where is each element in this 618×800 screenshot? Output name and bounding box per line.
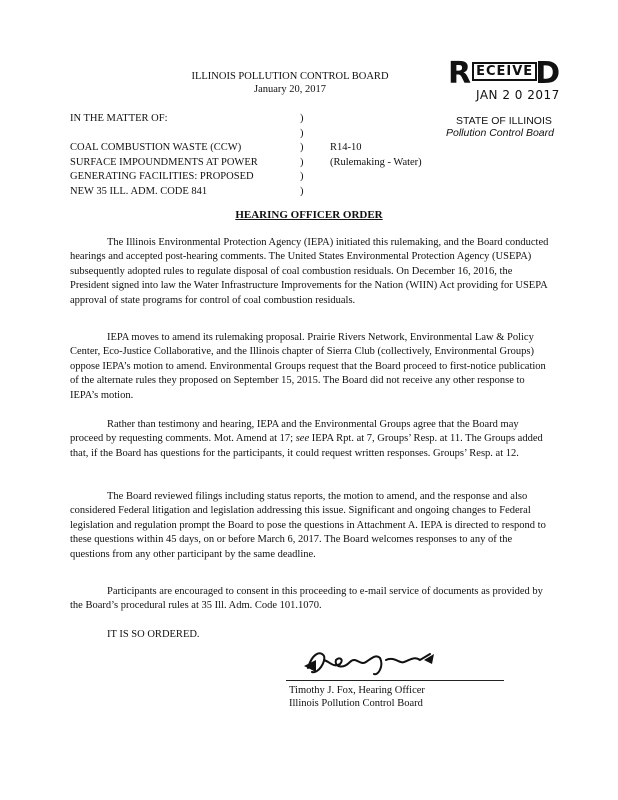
body-paragraph-2: IEPA moves to amend its rulemaking proposal. Prairie Rivers Network, Environmental Law & Policy Center, Eco-Justice Collaborative, and the Illinois chapter of Sierra Club (collectively, Environmental Groups) oppose IEPA’s motion to amend. Environmental Groups request that the Board proceed to first-notice publication of the alternate rules they proposed on September 15, 2015. The Board did not receive any other response to IEPA’s motion. xyxy=(70,332,546,401)
caption-row xyxy=(70,156,530,171)
p3-text-a: Rather than testimony and hearing, IEPA and the Environmental Groups agree that the Board may proceed by requesting comments. Mot. Amend at 17; xyxy=(70,419,519,445)
signer-block xyxy=(289,684,425,710)
received-d: D xyxy=(535,56,562,91)
signer-name: Timothy J. Fox, Hearing Officer xyxy=(289,685,425,696)
caption-left: GENERATING FACILITIES: PROPOSED xyxy=(70,171,254,182)
caption-paren: ) xyxy=(300,185,304,197)
board-header xyxy=(150,70,430,96)
board-name: ILLINOIS POLLUTION CONTROL BOARD xyxy=(191,71,389,82)
body-paragraph-3 xyxy=(70,418,550,461)
received-label xyxy=(448,56,561,91)
caption-row xyxy=(70,112,530,127)
docket-number: R14-10 xyxy=(330,142,362,153)
signer-organization: Illinois Pollution Control Board xyxy=(289,698,423,709)
caption-row xyxy=(70,141,530,156)
received-box: ECEIVE xyxy=(472,62,537,81)
body-paragraph-1: The Illinois Environmental Protection Agency (IEPA) initiated this rulemaking, and the Board conducted hearings and accepted post-hearing comments. The United States Environmental Protection Agency (USEPA) subsequently adopted rules to regulate disposal of coal combustion residuals. On December 16, 2016, the President signed into law the Water Infrastructure Improvements for the Nation (WIIN) Act providing for USEPA approval of state programs for control of coal combustion residuals. xyxy=(70,237,549,306)
body-paragraph-4: The Board reviewed filings including status reports, the motion to amend, and the response and also considered Federal litigation and legislation addressing this issue. Significant and ongoing changes to Federal legislation and regulation prompt the Board to pose the questions in Attachment A. IEPA is directed to respond to these questions within 45 days, on or before March 6, 2017. The Board welcomes responses to any of the questions from any other participant by the same deadline. xyxy=(70,491,546,560)
caption-left: NEW 35 ILL. ADM. CODE 841 xyxy=(70,185,208,197)
order-date: January 20, 2017 xyxy=(253,84,327,95)
caption-left: COAL COMBUSTION WASTE (CCW) xyxy=(70,142,242,153)
stamp-board-name: Pollution Control Board xyxy=(446,127,554,139)
caption-left: SURFACE IMPOUNDMENTS AT POWER xyxy=(70,156,258,168)
caption-paren: ) xyxy=(300,142,304,153)
caption-paren: ) xyxy=(300,127,304,139)
caption-right xyxy=(330,170,530,185)
p3-see: see xyxy=(295,433,310,445)
caption-paren: ) xyxy=(300,113,304,124)
so-ordered: IT IS SO ORDERED. xyxy=(107,629,200,640)
caption-paren: ) xyxy=(300,156,304,168)
signature-image xyxy=(290,640,510,684)
caption-row xyxy=(70,127,530,142)
caption-row xyxy=(70,170,530,185)
caption-paren: ) xyxy=(300,171,304,182)
signature-line xyxy=(286,680,504,681)
caption-right xyxy=(330,127,530,142)
caption-left: IN THE MATTER OF: xyxy=(70,113,168,124)
caption-row xyxy=(70,185,530,200)
case-caption xyxy=(70,112,530,199)
body-paragraph-5: Participants are encouraged to consent in this proceeding to e-mail service of documents as provided by the Board’s procedural rules at 35 Ill. Adm. Code 101.1070. xyxy=(70,586,543,612)
caption-right xyxy=(330,112,530,127)
stamp-date: JAN 2 0 2017 xyxy=(476,88,560,102)
p3-text-b: IEPA Rpt. at 7, Groups’ Resp. at 11. The Groups added that, if the Board has questions for the participants, it could request written responses. Groups’ Resp. at 12. xyxy=(70,433,543,459)
caption-left xyxy=(70,127,300,142)
received-r: R xyxy=(448,56,473,91)
stamp-state-name: STATE OF ILLINOIS xyxy=(456,115,552,127)
order-title: HEARING OFFICER ORDER xyxy=(235,209,383,221)
docket-type: (Rulemaking - Water) xyxy=(330,156,422,168)
caption-right xyxy=(330,185,530,200)
